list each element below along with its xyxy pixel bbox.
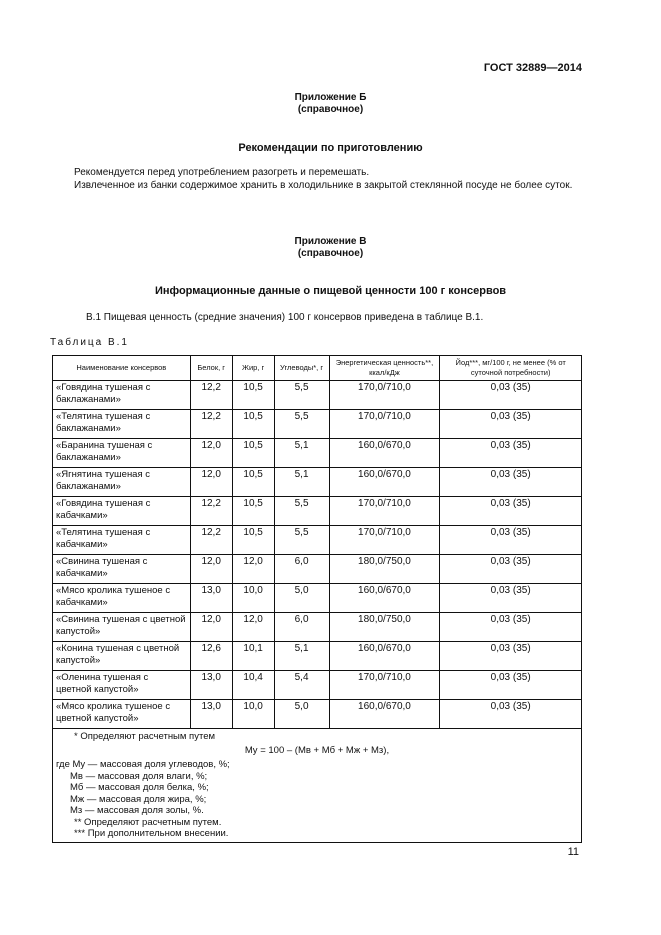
note-iodine: *** При дополнительном внесении. bbox=[74, 828, 229, 839]
cell-fat: 10,1 bbox=[232, 642, 274, 671]
cell-protein: 12,2 bbox=[190, 410, 232, 439]
cell-protein: 12,0 bbox=[190, 439, 232, 468]
cell-protein: 12,2 bbox=[190, 497, 232, 526]
appendix-b-paragraph-1: Рекомендуется перед употреблением разогреть и перемешать. bbox=[74, 167, 370, 178]
cell-name: «Говядина тушеная с баклажанами» bbox=[53, 381, 191, 410]
table-row bbox=[53, 642, 582, 671]
appendix-v-intro: В.1 Пищевая ценность (средние значения) 100 г консервов приведена в таблице В.1. bbox=[86, 312, 484, 323]
cell-protein: 12,0 bbox=[190, 555, 232, 584]
cell-carbs: 5,1 bbox=[274, 468, 329, 497]
cell-name: «Мясо кролика тушеное с кабачками» bbox=[53, 584, 191, 613]
cell-fat: 10,5 bbox=[232, 381, 274, 410]
cell-name: «Телятина тушеная с кабачками» bbox=[53, 526, 191, 555]
table-row bbox=[53, 526, 582, 555]
cell-fat: 10,5 bbox=[232, 439, 274, 468]
cell-protein: 13,0 bbox=[190, 584, 232, 613]
cell-energy: 160,0/670,0 bbox=[329, 642, 440, 671]
table-row bbox=[53, 497, 582, 526]
note-energy: ** Определяют расчетным путем. bbox=[74, 816, 222, 828]
cell-iodine: 0,03 (35) bbox=[440, 642, 582, 671]
cell-energy: 170,0/710,0 bbox=[329, 381, 440, 410]
cell-iodine: 0,03 (35) bbox=[440, 584, 582, 613]
table-row bbox=[53, 439, 582, 468]
cell-fat: 10,5 bbox=[232, 497, 274, 526]
cell-fat: 12,0 bbox=[232, 613, 274, 642]
table-header-row bbox=[53, 356, 582, 381]
cell-carbs: 5,4 bbox=[274, 671, 329, 700]
table-notes-row bbox=[53, 729, 582, 843]
appendix-b-title: Приложение Б bbox=[294, 92, 367, 103]
cell-energy: 160,0/670,0 bbox=[329, 439, 440, 468]
cell-name: «Конина тушеная с цветной капустой» bbox=[53, 642, 191, 671]
table-row bbox=[53, 584, 582, 613]
note-carbs: * Определяют расчетным путем bbox=[74, 731, 216, 742]
legend-line: где Мy — массовая доля углеводов, %; bbox=[56, 759, 230, 770]
cell-energy: 160,0/670,0 bbox=[329, 584, 440, 613]
cell-name: «Свинина тушеная с цветной капустой» bbox=[53, 613, 191, 642]
cell-iodine: 0,03 (35) bbox=[440, 700, 582, 729]
cell-fat: 10,4 bbox=[232, 671, 274, 700]
cell-iodine: 0,03 (35) bbox=[440, 526, 582, 555]
cell-carbs: 6,0 bbox=[274, 555, 329, 584]
appendix-v-heading: Информационные данные о пищевой ценности 100 г консервов bbox=[154, 285, 507, 297]
cell-protein: 12,0 bbox=[190, 613, 232, 642]
table-row bbox=[53, 381, 582, 410]
carbs-formula: Мy = 100 – (Мв + Мб + Мж + Мз), bbox=[244, 744, 390, 756]
cell-protein: 12,2 bbox=[190, 526, 232, 555]
cell-protein: 13,0 bbox=[190, 700, 232, 729]
cell-name: «Мясо кролика тушеное с цветной капустой» bbox=[53, 700, 191, 729]
legend-line: Мб — массовая доля белка, %; bbox=[70, 782, 209, 793]
table-notes bbox=[53, 729, 582, 843]
cell-energy: 170,0/710,0 bbox=[329, 526, 440, 555]
cell-fat: 10,5 bbox=[232, 526, 274, 555]
table-row bbox=[53, 468, 582, 497]
appendix-v-title: Приложение В bbox=[294, 236, 367, 247]
cell-iodine: 0,03 (35) bbox=[440, 613, 582, 642]
cell-carbs: 5,1 bbox=[274, 642, 329, 671]
legend-line: Мж — массовая доля жира, %; bbox=[70, 793, 207, 805]
cell-protein: 13,0 bbox=[190, 671, 232, 700]
cell-carbs: 5,5 bbox=[274, 381, 329, 410]
cell-carbs: 6,0 bbox=[274, 613, 329, 642]
cell-iodine: 0,03 (35) bbox=[440, 410, 582, 439]
cell-name: «Телятина тушеная с баклажанами» bbox=[53, 410, 191, 439]
cell-carbs: 5,0 bbox=[274, 700, 329, 729]
appendix-v-kind: (справочное) bbox=[297, 248, 364, 259]
header-protein: Белок, г bbox=[190, 356, 232, 381]
appendix-b-paragraph-2: Извлеченное из банки содержимое хранить в холодильнике в закрытой стеклянной посуде не более суток. bbox=[74, 180, 573, 191]
cell-name: «Говядина тушеная с кабачками» bbox=[53, 497, 191, 526]
table-caption: Таблица В.1 bbox=[50, 337, 129, 348]
header-fat: Жир, г bbox=[232, 356, 274, 381]
cell-energy: 160,0/670,0 bbox=[329, 468, 440, 497]
cell-protein: 12,2 bbox=[190, 381, 232, 410]
cell-fat: 10,0 bbox=[232, 584, 274, 613]
cell-name: «Ягнятина тушеная с баклажанами» bbox=[53, 468, 191, 497]
cell-fat: 12,0 bbox=[232, 555, 274, 584]
cell-fat: 10,0 bbox=[232, 700, 274, 729]
table-row bbox=[53, 410, 582, 439]
cell-protein: 12,0 bbox=[190, 468, 232, 497]
page-number: 11 bbox=[567, 846, 579, 858]
cell-carbs: 5,5 bbox=[274, 410, 329, 439]
cell-carbs: 5,1 bbox=[274, 439, 329, 468]
legend-line: Мв — массовая доля влаги, %; bbox=[70, 770, 208, 782]
appendix-b-kind: (справочное) bbox=[297, 104, 364, 115]
cell-iodine: 0,03 (35) bbox=[440, 439, 582, 468]
table-row bbox=[53, 613, 582, 642]
cell-carbs: 5,5 bbox=[274, 497, 329, 526]
cell-carbs: 5,0 bbox=[274, 584, 329, 613]
cell-energy: 170,0/710,0 bbox=[329, 410, 440, 439]
header-energy: Энергетическая ценность**, ккал/кДж bbox=[329, 356, 440, 381]
cell-iodine: 0,03 (35) bbox=[440, 381, 582, 410]
document-standard-number: ГОСТ 32889—2014 bbox=[483, 62, 582, 74]
appendix-b-heading: Рекомендации по приготовлению bbox=[238, 142, 423, 154]
cell-energy: 160,0/670,0 bbox=[329, 700, 440, 729]
cell-protein: 12,6 bbox=[190, 642, 232, 671]
cell-fat: 10,5 bbox=[232, 468, 274, 497]
table-row bbox=[53, 555, 582, 584]
cell-energy: 180,0/750,0 bbox=[329, 613, 440, 642]
table-row bbox=[53, 700, 582, 729]
cell-name: «Баранина тушеная с баклажанами» bbox=[53, 439, 191, 468]
cell-iodine: 0,03 (35) bbox=[440, 671, 582, 700]
cell-iodine: 0,03 (35) bbox=[440, 555, 582, 584]
header-iodine: Йод***, мг/100 г, не менее (% от суточной потребности) bbox=[440, 356, 582, 381]
table-row bbox=[53, 671, 582, 700]
cell-energy: 170,0/710,0 bbox=[329, 497, 440, 526]
cell-energy: 180,0/750,0 bbox=[329, 555, 440, 584]
cell-fat: 10,5 bbox=[232, 410, 274, 439]
nutrition-table bbox=[52, 355, 582, 843]
cell-name: «Оленина тушеная с цветной капустой» bbox=[53, 671, 191, 700]
cell-iodine: 0,03 (35) bbox=[440, 468, 582, 497]
cell-energy: 170,0/710,0 bbox=[329, 671, 440, 700]
cell-iodine: 0,03 (35) bbox=[440, 497, 582, 526]
legend-line: Мз — массовая доля золы, %. bbox=[70, 805, 204, 816]
cell-carbs: 5,5 bbox=[274, 526, 329, 555]
header-carbs: Углеводы*, г bbox=[274, 356, 329, 381]
cell-name: «Свинина тушеная с кабачками» bbox=[53, 555, 191, 584]
header-name: Наименование консервов bbox=[53, 356, 191, 381]
